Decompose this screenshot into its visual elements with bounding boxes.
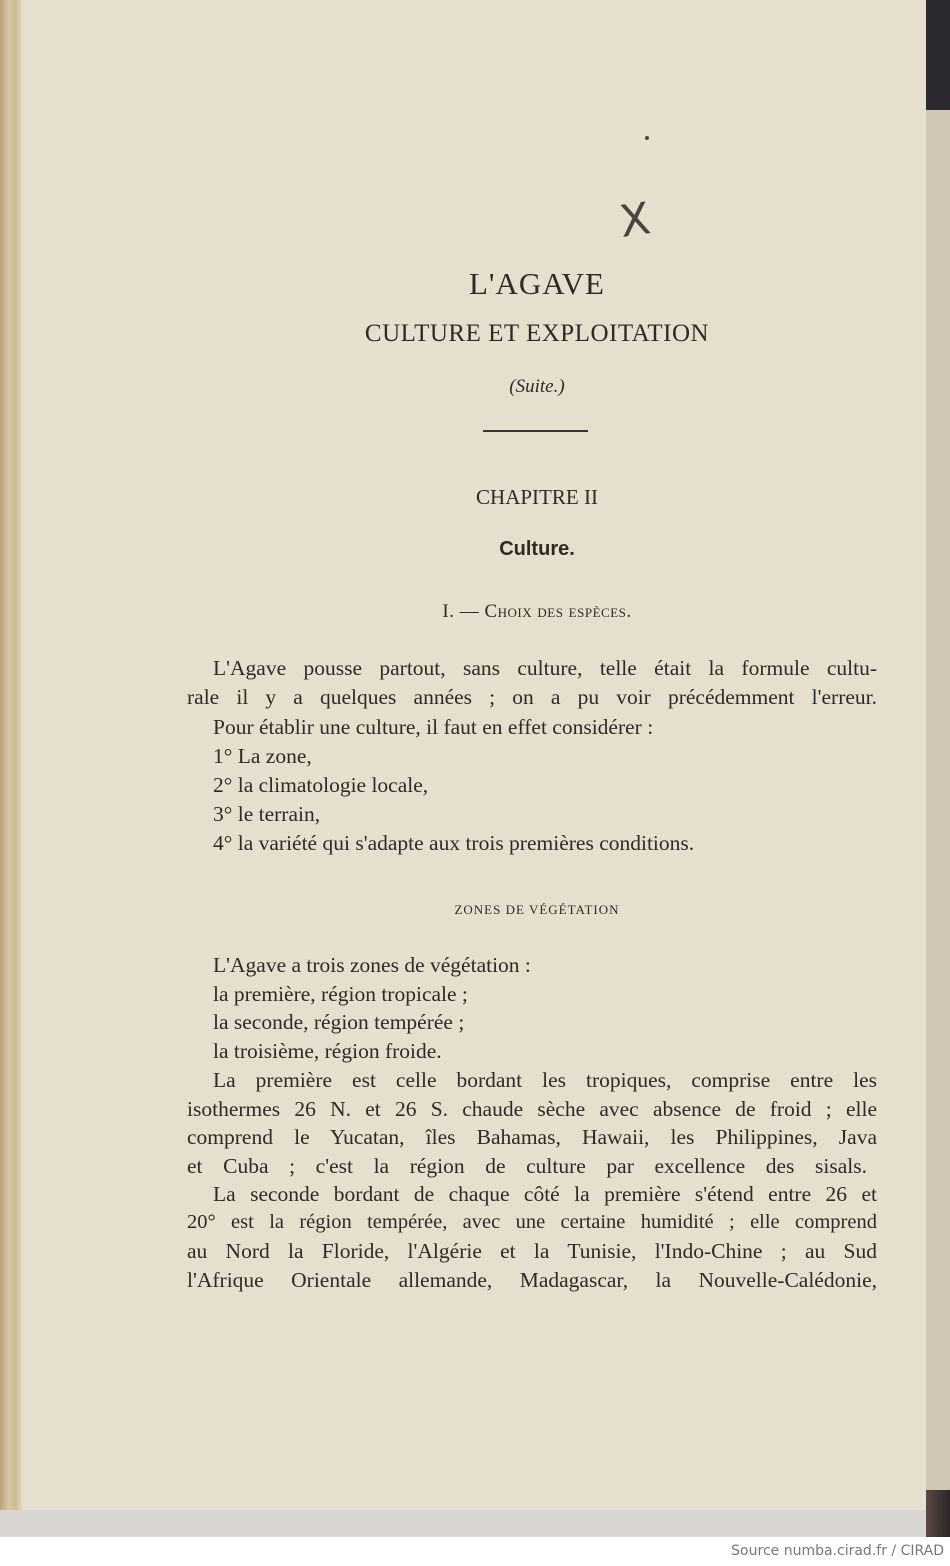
- text-line: comprend le Yucatan, îles Bahamas, Hawaii, les Philippines, Java: [187, 1125, 877, 1149]
- suite-label: (Suite.): [509, 376, 565, 397]
- handwritten-mark: X: [616, 193, 654, 248]
- text-line: La seconde bordant de chaque côté la première s'étend entre 26 et: [213, 1182, 877, 1206]
- text-line: 20° est la région tempérée, avec une certaine humidité ; elle comprend: [187, 1211, 877, 1233]
- text-line: rale il y a quelques années ; on a pu voir précédemment l'erreur.: [187, 685, 877, 709]
- adjacent-page: [926, 110, 950, 1490]
- text-line: et Cuba ; c'est la région de culture par excellence des sisals.: [187, 1154, 867, 1178]
- text-line: La première est celle bordant les tropiques, comprise entre les: [213, 1068, 877, 1092]
- ink-dot: [645, 136, 649, 140]
- chapter-name: Culture.: [499, 538, 575, 560]
- list-item: 1° La zone,: [213, 744, 312, 768]
- text-line: isothermes 26 N. et 26 S. chaude sèche avec absence de froid ; elle: [187, 1097, 877, 1121]
- article-subtitle: CULTURE ET EXPLOITATION: [364, 320, 710, 347]
- text-line: la seconde, région tempérée ;: [213, 1010, 465, 1034]
- section-heading: I. — Choix des espèces.: [442, 601, 632, 622]
- list-item: 2° la climatologie locale,: [213, 773, 429, 797]
- subsection-heading: ZONES DE VÉGÉTATION: [454, 902, 620, 917]
- text-line: la troisième, région froide.: [213, 1039, 442, 1063]
- source-credit: Source numba.cirad.fr / CIRAD: [731, 1543, 944, 1559]
- text-line: L'Agave a trois zones de végétation :: [213, 953, 531, 977]
- text-line: L'Agave pousse partout, sans culture, telle était la formule cultu-: [213, 656, 877, 680]
- chapter-label: CHAPITRE II: [476, 485, 598, 509]
- background-dark: [926, 0, 950, 110]
- text-line: l'Afrique Orientale allemande, Madagascar, la Nouvelle-Calédonie,: [187, 1268, 877, 1292]
- background-dark: [926, 1490, 950, 1537]
- divider: [483, 430, 588, 432]
- list-item: 3° le terrain,: [213, 802, 321, 826]
- text-line: au Nord la Floride, l'Algérie et la Tunisie, l'Indo-Chine ; au Sud: [187, 1239, 877, 1263]
- page-edge: [0, 0, 22, 1537]
- text-line: la première, région tropicale ;: [213, 982, 468, 1006]
- text-line: Pour établir une culture, il faut en effet considérer :: [213, 715, 654, 739]
- list-item: 4° la variété qui s'adapte aux trois premières conditions.: [213, 831, 695, 855]
- scan-bed: [0, 1510, 926, 1537]
- article-title: L'AGAVE: [468, 266, 605, 301]
